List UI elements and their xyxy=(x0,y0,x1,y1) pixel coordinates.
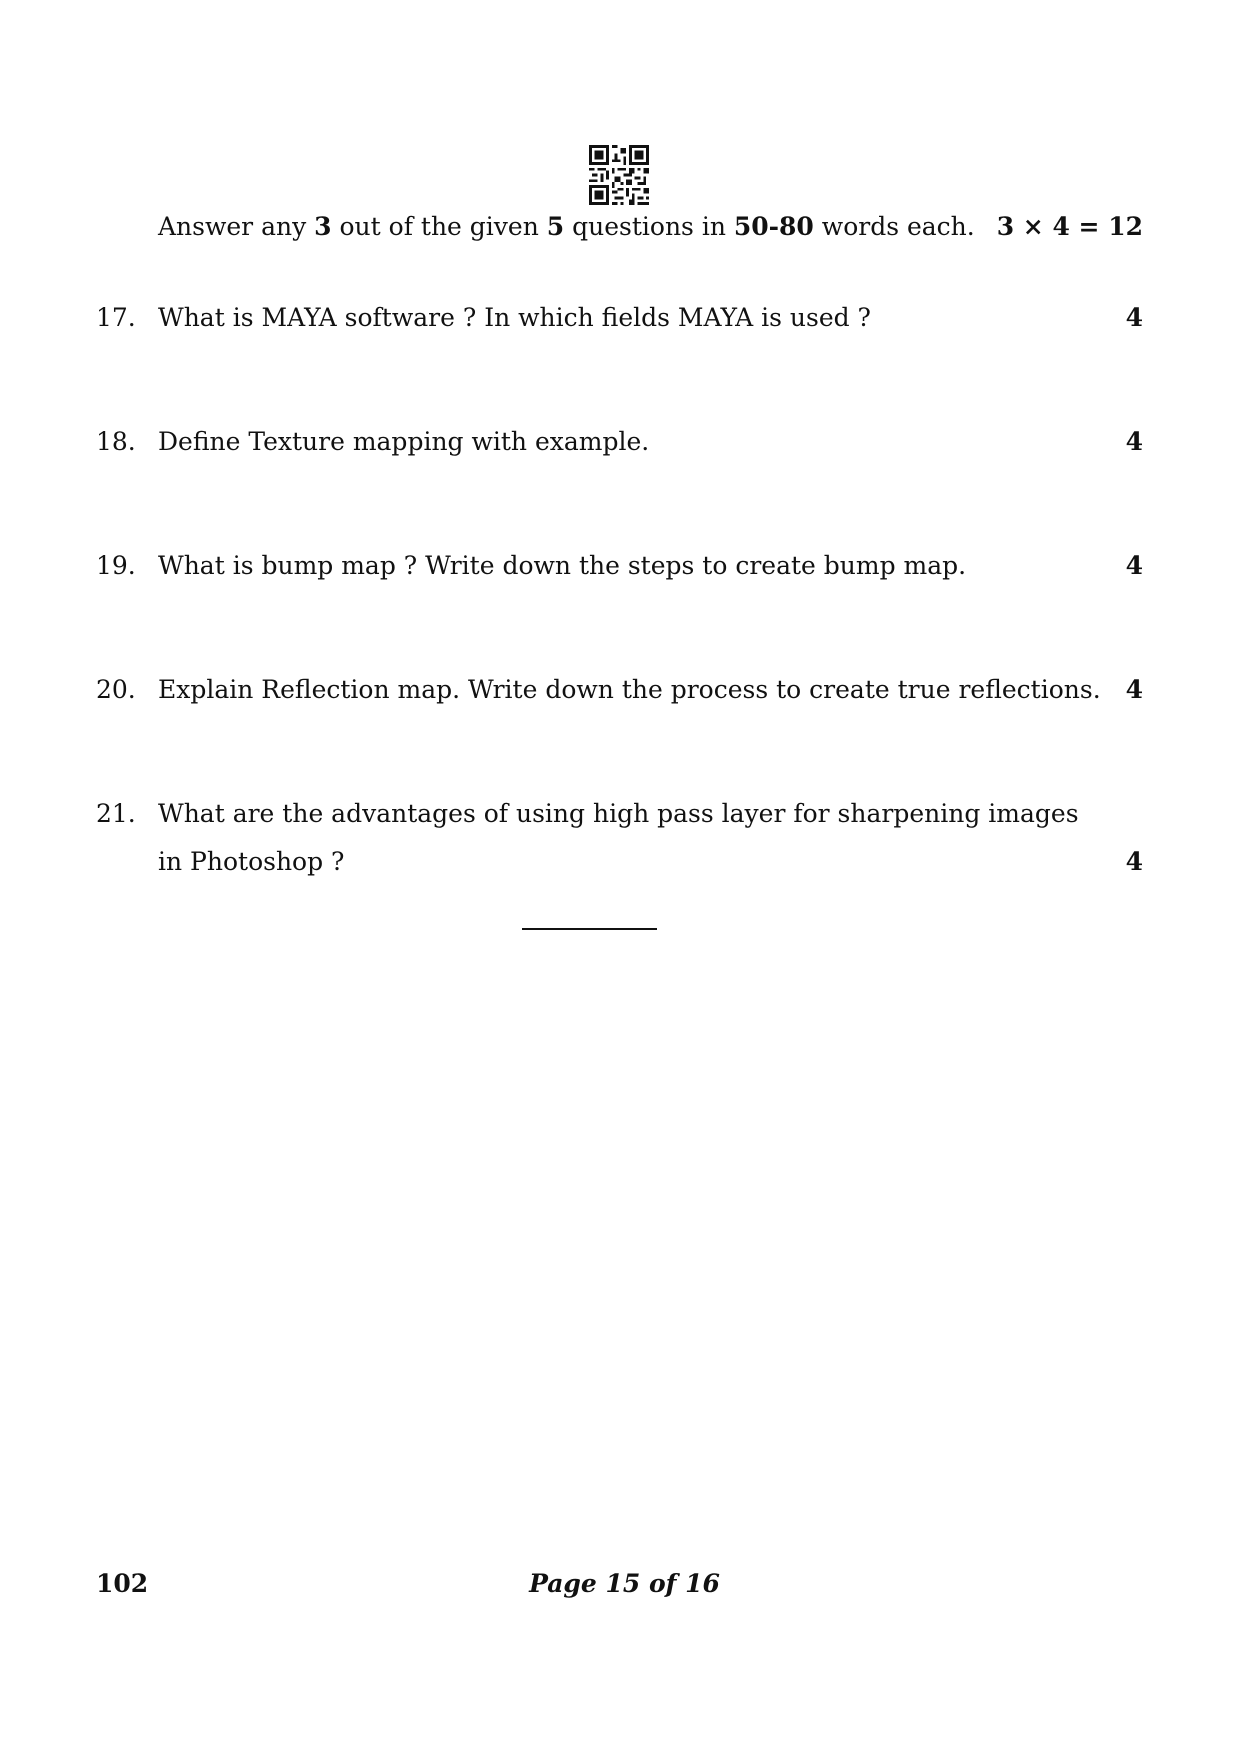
question-number: 20. xyxy=(96,675,136,704)
question-number: 17. xyxy=(96,303,136,332)
question-text xyxy=(158,294,1098,342)
question-text xyxy=(158,790,1098,886)
question-marks: 4 xyxy=(1125,303,1143,332)
question-number: 18. xyxy=(96,427,136,456)
question-marks: 4 xyxy=(1125,551,1143,580)
instruction-text-2: out of the given xyxy=(331,212,547,241)
question-marks: 4 xyxy=(1125,427,1143,456)
page-number: Page 15 of 16 xyxy=(529,1569,720,1598)
section-marks: 3 × 4 = 12 xyxy=(996,212,1143,241)
question-marks: 4 xyxy=(1125,675,1143,704)
question-line: What are the advantages of using high pass layer for sharpening images xyxy=(158,799,1079,828)
question-line: What is MAYA software ? In which fields MAYA is used ? xyxy=(158,303,871,332)
end-divider xyxy=(522,928,657,930)
question-line: Explain Reflection map. Write down the process to create true reflections. xyxy=(158,675,1101,704)
question-marks: 4 xyxy=(1125,847,1143,876)
question-line: What is bump map ? Write down the steps to create bump map. xyxy=(158,551,967,580)
question-text xyxy=(158,666,1101,714)
instruction-word-range: 50-80 xyxy=(733,212,814,241)
instruction-text-1: Answer any xyxy=(158,212,315,241)
question-line: Define Texture mapping with example. xyxy=(158,427,650,456)
question-text xyxy=(158,542,1098,590)
question-text xyxy=(158,418,1098,466)
qr-code-icon xyxy=(589,145,649,205)
instruction-given-count: 5 xyxy=(546,212,565,241)
question-line: in Photoshop ? xyxy=(158,847,345,876)
question-number: 21. xyxy=(96,799,136,828)
question-number: 19. xyxy=(96,551,136,580)
paper-code: 102 xyxy=(96,1569,149,1598)
section-instruction xyxy=(158,209,975,245)
instruction-text-4: words each. xyxy=(813,212,975,241)
instruction-answer-count: 3 xyxy=(314,212,332,241)
instruction-text-3: questions in xyxy=(564,212,734,241)
